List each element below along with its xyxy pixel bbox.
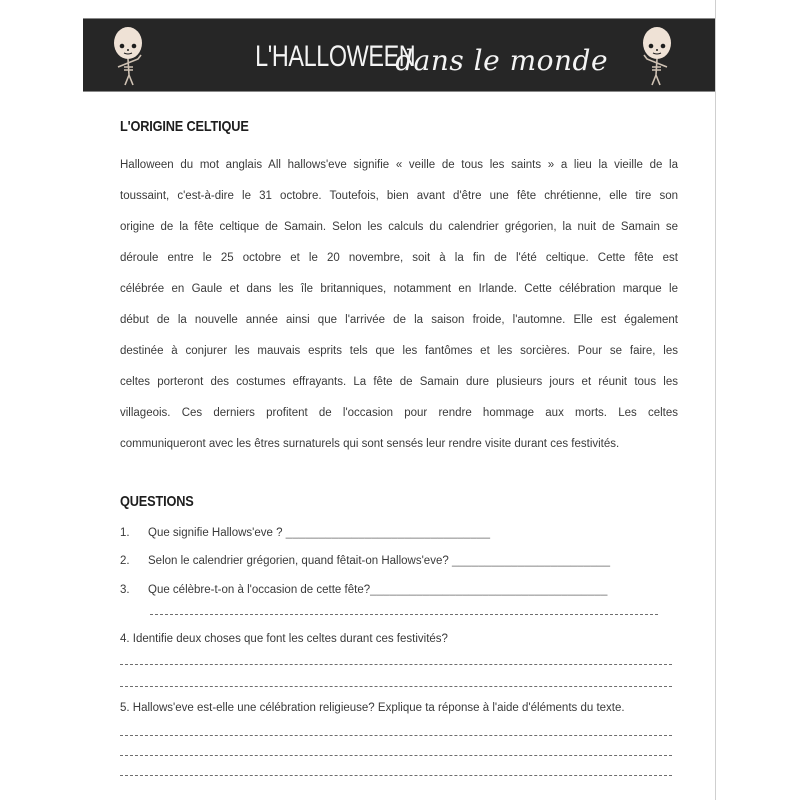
- paragraph-line: début de la nouvelle année ainsi que l'arrivée de la saison froide, l'automne. Elle est également: [120, 314, 678, 326]
- paragraph-line: origine de la fête celtique de Samain. Selon les calculs du calendrier grégorien, la nuit de Samain se: [120, 221, 678, 233]
- paragraph-line: destinée à conjurer les mauvais esprits tels que les fantômes et les sorcières. Pour se faire, les: [120, 345, 678, 357]
- answer-line[interactable]: [150, 614, 658, 615]
- answer-line[interactable]: [120, 755, 672, 756]
- answer-line[interactable]: [120, 735, 672, 736]
- question-label: Selon le calendrier grégorien, quand fêtait-on Hallows'eve?: [148, 555, 452, 567]
- paragraph-line: celtes porteront des costumes effrayants. La fête de Samain dure plusieurs jours et réunit tous les: [120, 376, 678, 388]
- question-number: 3.: [120, 584, 130, 596]
- question-number: 2.: [120, 555, 130, 567]
- skeleton-icon: [637, 25, 677, 87]
- paragraph-line: déroule entre le 25 octobre et le 20 novembre, soit à la fin de l'été celtique. Cette fête est: [120, 252, 678, 264]
- question-text: [148, 527, 490, 539]
- answer-line[interactable]: [120, 664, 672, 665]
- question-text: 4. Identifie deux choses que font les celtes durant ces festivités?: [120, 633, 448, 645]
- paragraph-line: Halloween du mot anglais All hallows'eve signifie « veille de tous les saints » a lieu la vieille de la: [120, 159, 678, 171]
- origin-paragraph: [120, 150, 678, 460]
- title-banner: [83, 18, 715, 92]
- question-text: 5. Hallows'eve est-elle une célébration religieuse? Explique ta réponse à l'aide d'éléments du texte.: [120, 702, 625, 714]
- question-text: [148, 555, 610, 567]
- question-label: Que signifie Hallows'eve ?: [148, 527, 286, 539]
- question-text: [148, 584, 608, 596]
- answer-blank[interactable]: ________________________: [451, 555, 611, 567]
- page-title: [189, 31, 629, 83]
- title-main: L'HALLOWEEN: [255, 40, 416, 73]
- paragraph-line: communiqueront avec les êtres surnaturels qui sont sensés leur rendre visite durant ces festivités.: [120, 438, 620, 450]
- paragraph-line: toussaint, c'est-à-dire le 31 octobre. Toutefois, bien avant d'être une fête chrétienne, elle tire son: [120, 190, 678, 202]
- skeleton-icon: [110, 25, 150, 87]
- question-label: Que célèbre-t-on à l'occasion de cette fête?: [148, 584, 371, 596]
- answer-line[interactable]: [120, 686, 672, 687]
- paragraph-line: villageois. Ces derniers profitent de l'occasion pour rendre hommage aux morts. Les celtes: [120, 407, 678, 419]
- section-heading-origin: L'ORIGINE CELTIQUE: [120, 118, 249, 135]
- section-heading-questions: QUESTIONS: [120, 493, 194, 510]
- paragraph-line: célébrée en Gaule et dans les île britanniques, notamment en Irlande. Cette célébration marque le: [120, 283, 678, 295]
- question-number: 1.: [120, 527, 130, 539]
- answer-line[interactable]: [120, 775, 672, 776]
- page-edge: [715, 0, 716, 800]
- answer-blank[interactable]: _______________________________: [285, 527, 491, 539]
- title-script: dans le monde: [395, 43, 609, 77]
- answer-blank[interactable]: ____________________________________: [370, 584, 608, 596]
